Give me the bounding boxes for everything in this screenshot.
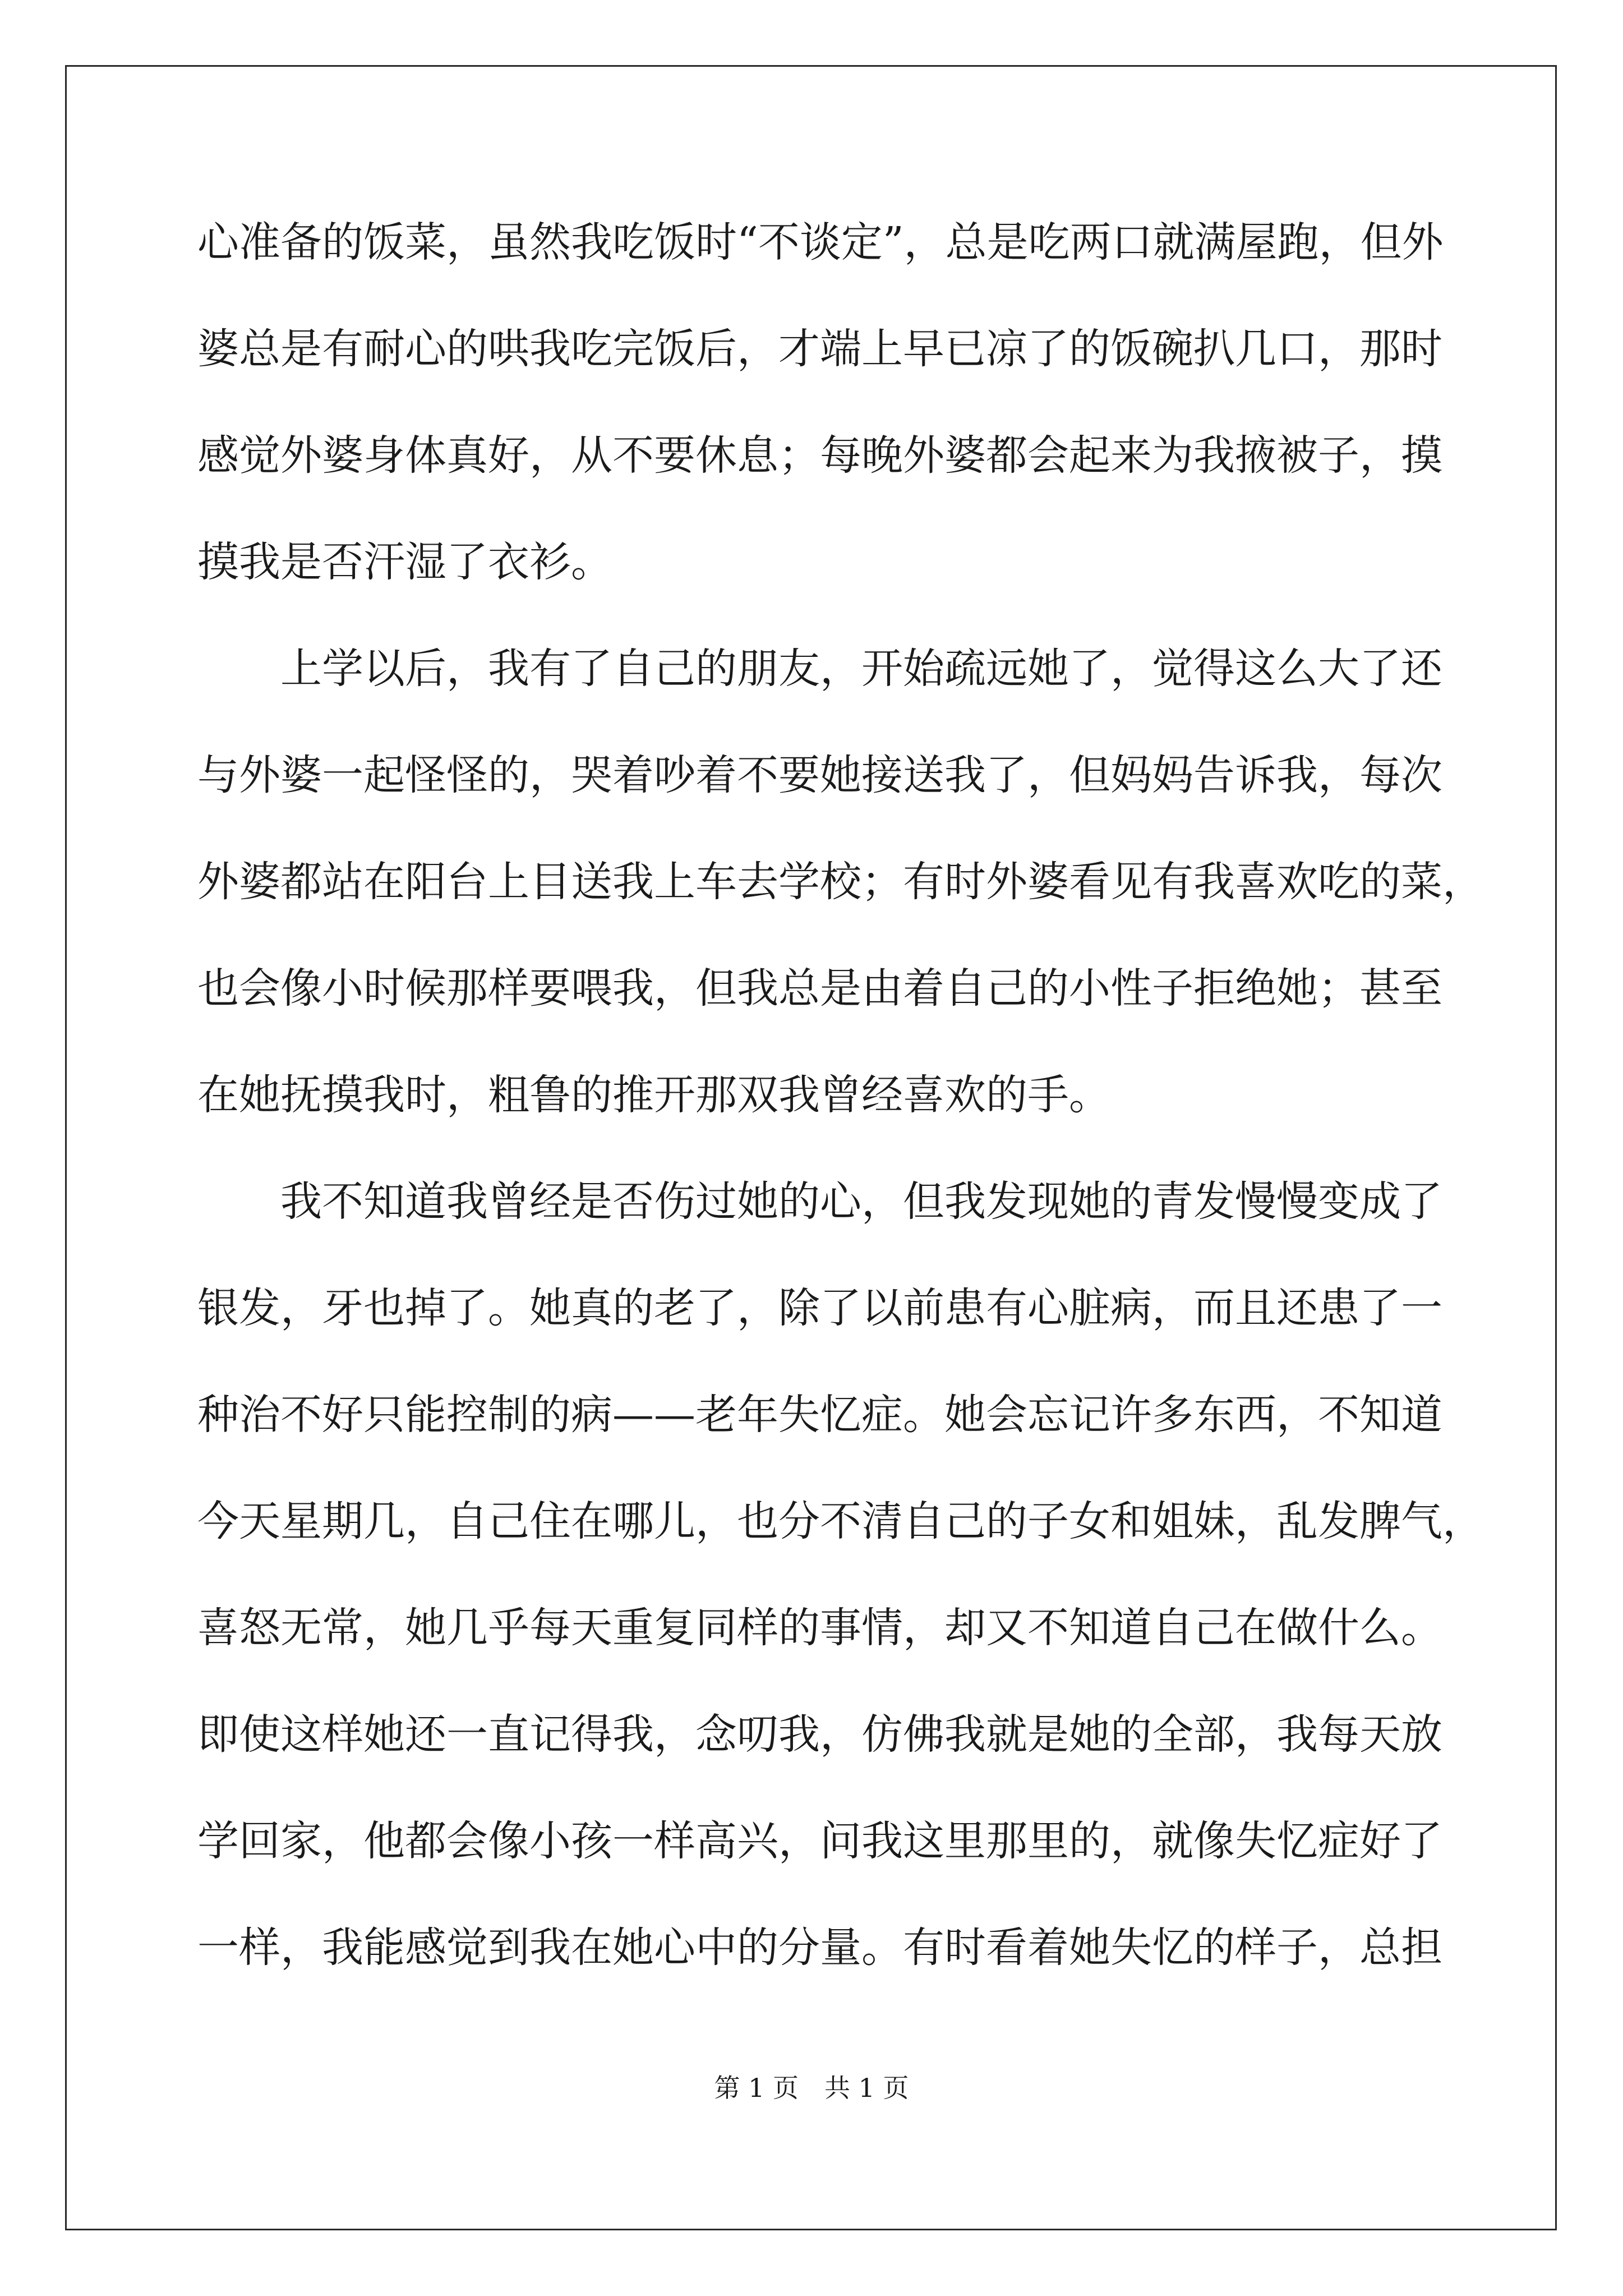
text-line: 今天星期几，自己住在哪儿，也分不清自己的子女和姐妹，乱发脾气， [197, 1497, 1484, 1545]
page-number: 第 1 页 共 1 页 [714, 2073, 909, 2103]
text-line: 摸我是否汗湿了衣衫。 [197, 538, 612, 586]
text-line: 心准备的饭菜，虽然我吃饭时“不谈定”，总是吃两口就满屋跑，但外 [197, 218, 1444, 266]
text-line: 一样，我能感觉到我在她心中的分量。有时看着她失忆的样子，总担 [197, 1924, 1442, 1972]
text-line: 种治不好只能控制的病——老年失忆症。她会忘记许多东西，不知道 [197, 1391, 1442, 1439]
page-border [65, 65, 1557, 2230]
text-line: 即使这样她还一直记得我，念叨我，仿佛我就是她的全部，我每天放 [197, 1710, 1442, 1759]
text-line: 感觉外婆身体真好，从不要休息；每晚外婆都会起来为我掖被子，摸 [197, 431, 1442, 480]
text-line: 我不知道我曾经是否伤过她的心，但我发现她的青发慢慢变成了 [197, 1177, 1442, 1226]
text-line: 在她抚摸我时，粗鲁的推开那双我曾经喜欢的手。 [197, 1071, 1110, 1119]
text-line: 婆总是有耐心的哄我吃完饭后，才端上早已凉了的饭碗扒几口，那时 [197, 325, 1442, 373]
text-line: 与外婆一起怪怪的，哭着吵着不要她接送我了，但妈妈告诉我，每次 [197, 751, 1442, 799]
text-line: 学回家，他都会像小孩一样高兴，问我这里那里的，就像失忆症好了 [197, 1817, 1442, 1865]
text-line: 也会像小时候那样要喂我，但我总是由着自己的小性子拒绝她；甚至 [197, 964, 1442, 1013]
text-line: 上学以后，我有了自己的朋友，开始疏远她了，觉得这么大了还 [197, 645, 1442, 693]
text-line: 银发，牙也掉了。她真的老了，除了以前患有心脏病，而且还患了一 [197, 1284, 1442, 1332]
text-line: 外婆都站在阳台上目送我上车去学校；有时外婆看见有我喜欢吃的菜， [197, 858, 1484, 906]
text-line: 喜怒无常，她几乎每天重复同样的事情，却又不知道自己在做什么。 [197, 1604, 1442, 1652]
